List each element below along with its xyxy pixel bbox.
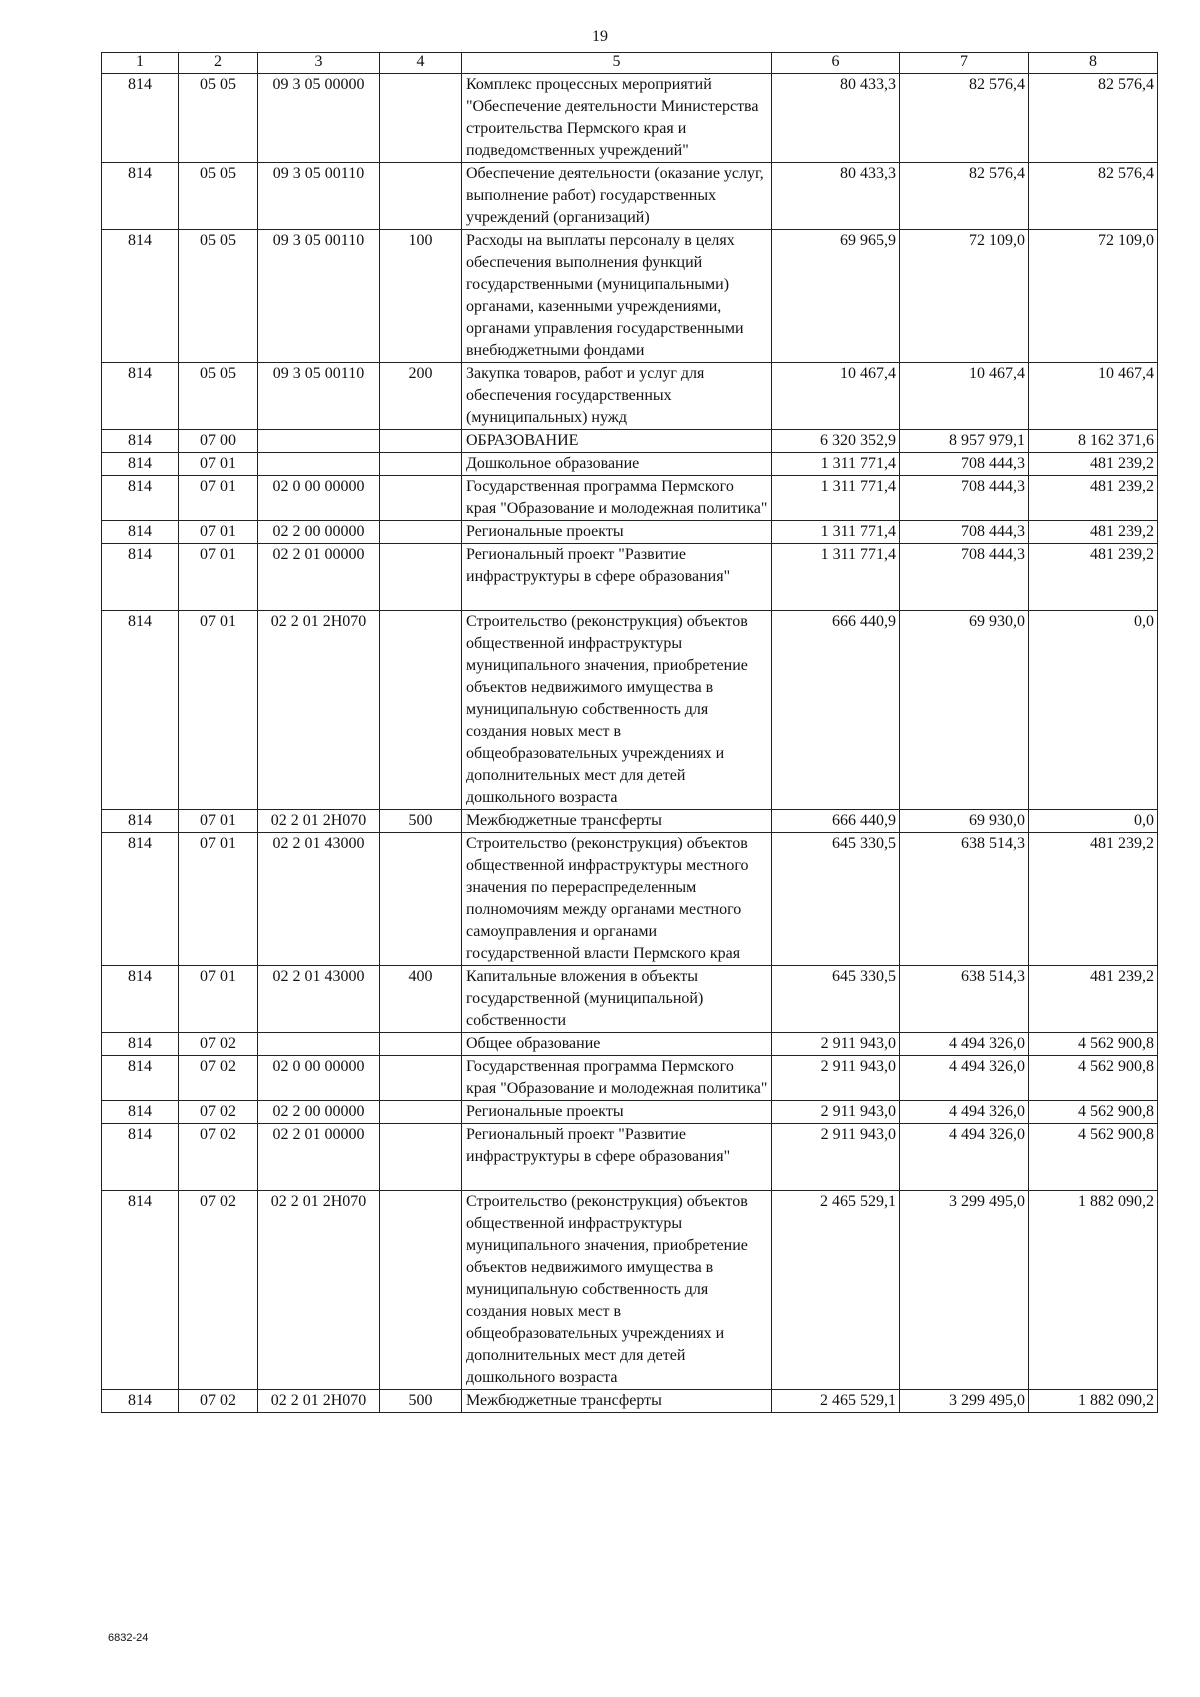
section-code-cell: 07 02 xyxy=(179,1056,258,1101)
table-row xyxy=(102,1124,1158,1191)
section-code-cell: 05 05 xyxy=(179,163,258,230)
description-cell: Региональный проект "Развитие инфраструктуры в сфере образования" xyxy=(462,544,772,611)
vedomstvo-code-cell: 814 xyxy=(102,430,179,453)
vedomstvo-code-cell: 814 xyxy=(102,1033,179,1056)
target-article-cell: 02 2 01 2Н070 xyxy=(258,1390,380,1413)
table-row xyxy=(102,966,1158,1033)
description-cell: Межбюджетные трансферты xyxy=(462,1390,772,1413)
amount-cell: 708 444,3 xyxy=(900,544,1029,611)
section-code-cell: 07 02 xyxy=(179,1390,258,1413)
table-row xyxy=(102,430,1158,453)
expense-type-cell: 500 xyxy=(380,1390,462,1413)
target-article-cell: 02 2 01 2Н070 xyxy=(258,1191,380,1390)
amount-cell: 645 330,5 xyxy=(772,833,900,966)
table-row xyxy=(102,810,1158,833)
expense-type-cell: 500 xyxy=(380,810,462,833)
target-article-cell xyxy=(258,430,380,453)
expense-type-cell xyxy=(380,1124,462,1191)
vedomstvo-code-cell: 814 xyxy=(102,544,179,611)
description-cell: Региональный проект "Развитие инфраструктуры в сфере образования" xyxy=(462,1124,772,1191)
table-row xyxy=(102,363,1158,430)
target-article-cell: 02 2 01 43000 xyxy=(258,833,380,966)
amount-cell: 6 320 352,9 xyxy=(772,430,900,453)
expense-type-cell: 100 xyxy=(380,230,462,363)
description-cell: Межбюджетные трансферты xyxy=(462,810,772,833)
description-cell: Капитальные вложения в объекты государственной (муниципальной) собственности xyxy=(462,966,772,1033)
expense-type-cell xyxy=(380,453,462,476)
vedomstvo-code-cell: 814 xyxy=(102,1390,179,1413)
table-row xyxy=(102,230,1158,363)
expense-type-cell xyxy=(380,611,462,810)
vedomstvo-code-cell: 814 xyxy=(102,521,179,544)
amount-cell: 645 330,5 xyxy=(772,966,900,1033)
amount-cell: 4 562 900,8 xyxy=(1029,1033,1158,1056)
target-article-cell: 02 0 00 00000 xyxy=(258,1056,380,1101)
column-header: 6 xyxy=(772,53,900,74)
vedomstvo-code-cell: 814 xyxy=(102,74,179,163)
vedomstvo-code-cell: 814 xyxy=(102,453,179,476)
amount-cell: 0,0 xyxy=(1029,611,1158,810)
amount-cell: 4 494 326,0 xyxy=(900,1033,1029,1056)
amount-cell: 2 911 943,0 xyxy=(772,1101,900,1124)
amount-cell: 82 576,4 xyxy=(900,74,1029,163)
amount-cell: 4 494 326,0 xyxy=(900,1101,1029,1124)
expense-type-cell xyxy=(380,521,462,544)
amount-cell: 481 239,2 xyxy=(1029,833,1158,966)
amount-cell: 72 109,0 xyxy=(1029,230,1158,363)
target-article-cell: 09 3 05 00000 xyxy=(258,74,380,163)
section-code-cell: 07 02 xyxy=(179,1124,258,1191)
vedomstvo-code-cell: 814 xyxy=(102,810,179,833)
amount-cell: 481 239,2 xyxy=(1029,453,1158,476)
amount-cell: 72 109,0 xyxy=(900,230,1029,363)
description-cell: Региональные проекты xyxy=(462,521,772,544)
vedomstvo-code-cell: 814 xyxy=(102,363,179,430)
amount-cell: 708 444,3 xyxy=(900,476,1029,521)
target-article-cell: 02 2 00 00000 xyxy=(258,521,380,544)
budget-table xyxy=(101,52,1158,1413)
target-article-cell: 09 3 05 00110 xyxy=(258,163,380,230)
section-code-cell: 07 02 xyxy=(179,1101,258,1124)
section-code-cell: 07 01 xyxy=(179,521,258,544)
amount-cell: 666 440,9 xyxy=(772,611,900,810)
expense-type-cell xyxy=(380,1191,462,1390)
description-cell: Комплекс процессных мероприятий "Обеспечение деятельности Министерства строительства Пермского края и подведомственных учреждений" xyxy=(462,74,772,163)
section-code-cell: 05 05 xyxy=(179,74,258,163)
description-cell: Дошкольное образование xyxy=(462,453,772,476)
section-code-cell: 07 02 xyxy=(179,1033,258,1056)
amount-cell: 4 562 900,8 xyxy=(1029,1124,1158,1191)
amount-cell: 708 444,3 xyxy=(900,521,1029,544)
amount-cell: 2 911 943,0 xyxy=(772,1056,900,1101)
amount-cell: 69 930,0 xyxy=(900,611,1029,810)
description-cell: ОБРАЗОВАНИЕ xyxy=(462,430,772,453)
expense-type-cell: 200 xyxy=(380,363,462,430)
amount-cell: 69 965,9 xyxy=(772,230,900,363)
column-header: 4 xyxy=(380,53,462,74)
amount-cell: 10 467,4 xyxy=(900,363,1029,430)
amount-cell: 481 239,2 xyxy=(1029,544,1158,611)
amount-cell: 2 465 529,1 xyxy=(772,1191,900,1390)
amount-cell: 2 465 529,1 xyxy=(772,1390,900,1413)
target-article-cell: 02 2 01 2Н070 xyxy=(258,611,380,810)
column-header: 8 xyxy=(1029,53,1158,74)
description-cell: Обеспечение деятельности (оказание услуг, выполнение работ) государственных учреждений (организаций) xyxy=(462,163,772,230)
table-row xyxy=(102,521,1158,544)
table-row xyxy=(102,1390,1158,1413)
table-row xyxy=(102,74,1158,163)
expense-type-cell: 400 xyxy=(380,966,462,1033)
section-code-cell: 07 01 xyxy=(179,833,258,966)
amount-cell: 4 494 326,0 xyxy=(900,1124,1029,1191)
column-header: 2 xyxy=(179,53,258,74)
expense-type-cell xyxy=(380,544,462,611)
target-article-cell: 02 2 01 2Н070 xyxy=(258,810,380,833)
vedomstvo-code-cell: 814 xyxy=(102,833,179,966)
section-code-cell: 07 01 xyxy=(179,966,258,1033)
vedomstvo-code-cell: 814 xyxy=(102,230,179,363)
amount-cell: 1 882 090,2 xyxy=(1029,1191,1158,1390)
description-cell: Региональные проекты xyxy=(462,1101,772,1124)
header-row xyxy=(102,53,1158,74)
vedomstvo-code-cell: 814 xyxy=(102,1191,179,1390)
vedomstvo-code-cell: 814 xyxy=(102,163,179,230)
vedomstvo-code-cell: 814 xyxy=(102,1124,179,1191)
section-code-cell: 07 01 xyxy=(179,476,258,521)
amount-cell: 3 299 495,0 xyxy=(900,1191,1029,1390)
table-row xyxy=(102,544,1158,611)
amount-cell: 481 239,2 xyxy=(1029,476,1158,521)
amount-cell: 80 433,3 xyxy=(772,163,900,230)
vedomstvo-code-cell: 814 xyxy=(102,476,179,521)
target-article-cell: 02 2 01 43000 xyxy=(258,966,380,1033)
amount-cell: 4 494 326,0 xyxy=(900,1056,1029,1101)
amount-cell: 2 911 943,0 xyxy=(772,1033,900,1056)
amount-cell: 1 311 771,4 xyxy=(772,544,900,611)
expense-type-cell xyxy=(380,1056,462,1101)
table-row xyxy=(102,833,1158,966)
section-code-cell: 07 01 xyxy=(179,453,258,476)
section-code-cell: 07 02 xyxy=(179,1191,258,1390)
section-code-cell: 07 00 xyxy=(179,430,258,453)
section-code-cell: 07 01 xyxy=(179,810,258,833)
vedomstvo-code-cell: 814 xyxy=(102,611,179,810)
description-cell: Государственная программа Пермского края "Образование и молодежная политика" xyxy=(462,1056,772,1101)
target-article-cell xyxy=(258,453,380,476)
expense-type-cell xyxy=(380,430,462,453)
target-article-cell: 02 2 01 00000 xyxy=(258,544,380,611)
table-row xyxy=(102,453,1158,476)
section-code-cell: 05 05 xyxy=(179,230,258,363)
expense-type-cell xyxy=(380,476,462,521)
amount-cell: 666 440,9 xyxy=(772,810,900,833)
column-header: 5 xyxy=(462,53,772,74)
description-cell: Общее образование xyxy=(462,1033,772,1056)
vedomstvo-code-cell: 814 xyxy=(102,966,179,1033)
amount-cell: 4 562 900,8 xyxy=(1029,1056,1158,1101)
table-row xyxy=(102,476,1158,521)
description-cell: Государственная программа Пермского края "Образование и молодежная политика" xyxy=(462,476,772,521)
table-row xyxy=(102,1056,1158,1101)
target-article-cell: 09 3 05 00110 xyxy=(258,363,380,430)
amount-cell: 10 467,4 xyxy=(1029,363,1158,430)
amount-cell: 1 882 090,2 xyxy=(1029,1390,1158,1413)
table-row xyxy=(102,1033,1158,1056)
target-article-cell: 09 3 05 00110 xyxy=(258,230,380,363)
vedomstvo-code-cell: 814 xyxy=(102,1101,179,1124)
table-row xyxy=(102,1101,1158,1124)
description-cell: Расходы на выплаты персоналу в целях обеспечения выполнения функций государственными (муниципальными) органами, казенными учреждениями, органами управления государственными внебюджетными фондами xyxy=(462,230,772,363)
target-article-cell xyxy=(258,1033,380,1056)
document-code: 6832-24 xyxy=(108,1632,149,1644)
table-row xyxy=(102,611,1158,810)
expense-type-cell xyxy=(380,163,462,230)
description-cell: Закупка товаров, работ и услуг для обеспечения государственных (муниципальных) нужд xyxy=(462,363,772,430)
amount-cell: 1 311 771,4 xyxy=(772,476,900,521)
description-cell: Строительство (реконструкция) объектов общественной инфраструктуры муниципального значения, приобретение объектов недвижимого имущества в муниципальную собственность для создания новых мест в общеобразовательных учреждениях и дополнительных мест для детей дошкольного возраста xyxy=(462,611,772,810)
target-article-cell: 02 0 00 00000 xyxy=(258,476,380,521)
amount-cell: 80 433,3 xyxy=(772,74,900,163)
amount-cell: 0,0 xyxy=(1029,810,1158,833)
amount-cell: 10 467,4 xyxy=(772,363,900,430)
amount-cell: 2 911 943,0 xyxy=(772,1124,900,1191)
description-cell: Строительство (реконструкция) объектов общественной инфраструктуры муниципального значения, приобретение объектов недвижимого имущества в муниципальную собственность для создания новых мест в общеобразовательных учреждениях и дополнительных мест для детей дошкольного возраста xyxy=(462,1191,772,1390)
amount-cell: 82 576,4 xyxy=(900,163,1029,230)
target-article-cell: 02 2 00 00000 xyxy=(258,1101,380,1124)
amount-cell: 481 239,2 xyxy=(1029,521,1158,544)
column-header: 7 xyxy=(900,53,1029,74)
amount-cell: 3 299 495,0 xyxy=(900,1390,1029,1413)
amount-cell: 8 957 979,1 xyxy=(900,430,1029,453)
column-header: 1 xyxy=(102,53,179,74)
table-row xyxy=(102,163,1158,230)
amount-cell: 69 930,0 xyxy=(900,810,1029,833)
expense-type-cell xyxy=(380,1033,462,1056)
page-number: 19 xyxy=(592,28,608,45)
section-code-cell: 07 01 xyxy=(179,611,258,810)
amount-cell: 1 311 771,4 xyxy=(772,453,900,476)
section-code-cell: 07 01 xyxy=(179,544,258,611)
target-article-cell: 02 2 01 00000 xyxy=(258,1124,380,1191)
column-header: 3 xyxy=(258,53,380,74)
amount-cell: 8 162 371,6 xyxy=(1029,430,1158,453)
amount-cell: 638 514,3 xyxy=(900,833,1029,966)
table-row xyxy=(102,1191,1158,1390)
amount-cell: 708 444,3 xyxy=(900,453,1029,476)
section-code-cell: 05 05 xyxy=(179,363,258,430)
amount-cell: 638 514,3 xyxy=(900,966,1029,1033)
expense-type-cell xyxy=(380,1101,462,1124)
amount-cell: 82 576,4 xyxy=(1029,74,1158,163)
amount-cell: 82 576,4 xyxy=(1029,163,1158,230)
description-cell: Строительство (реконструкция) объектов общественной инфраструктуры местного значения по перераспределенным полномочиям между органами местного самоуправления и органами государственной власти Пермского края xyxy=(462,833,772,966)
vedomstvo-code-cell: 814 xyxy=(102,1056,179,1101)
amount-cell: 1 311 771,4 xyxy=(772,521,900,544)
expense-type-cell xyxy=(380,74,462,163)
amount-cell: 4 562 900,8 xyxy=(1029,1101,1158,1124)
amount-cell: 481 239,2 xyxy=(1029,966,1158,1033)
expense-type-cell xyxy=(380,833,462,966)
